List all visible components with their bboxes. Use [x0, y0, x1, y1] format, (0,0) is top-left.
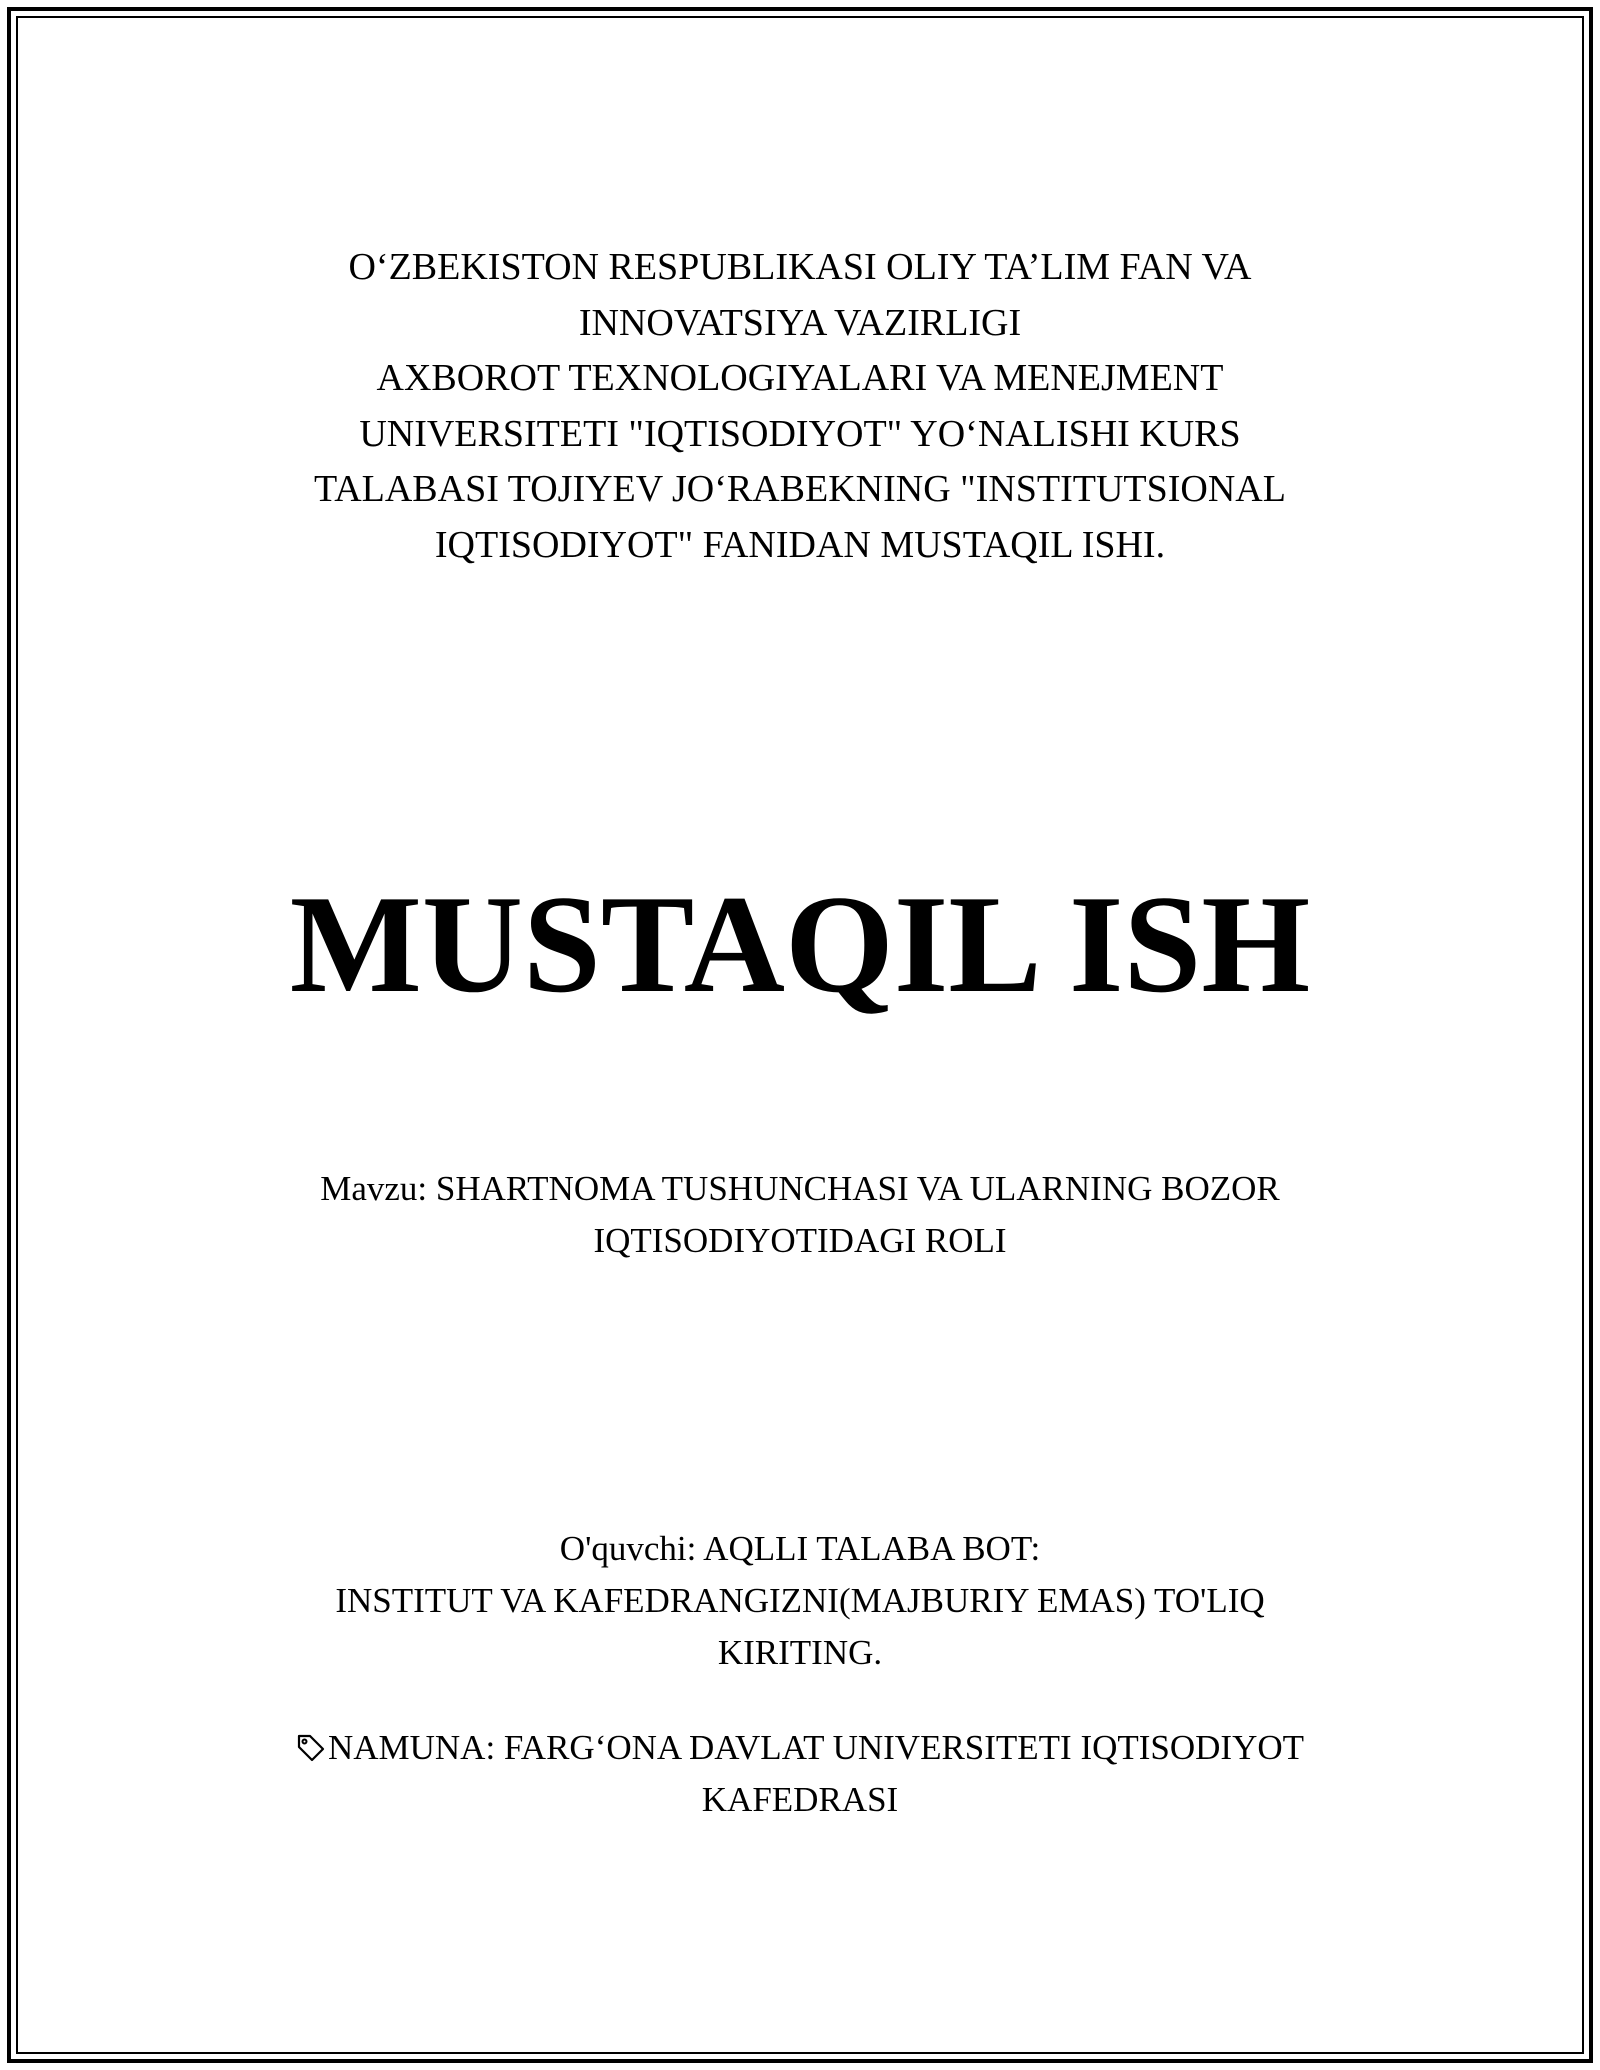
student-section — [0, 1523, 1600, 1679]
sample-line: NAMUNA: FARG‘ONA DAVLAT UNIVERSITETI IQTISODIYOT — [327, 1728, 1305, 1767]
header-line: INNOVATSIYA VAZIRLIGI — [578, 301, 1022, 344]
sample-line-1 — [0, 1722, 1600, 1774]
header-line: AXBOROT TEXNOLOGIYALARI VA MENEJMENT — [376, 357, 1224, 399]
sample-section — [0, 1722, 1600, 1826]
student-line: INSTITUT VA KAFEDRANGIZNI(MAJBURIY EMAS) TO'LIQ — [335, 1581, 1265, 1620]
sample-line: KAFEDRASI — [701, 1780, 899, 1819]
topic-line: Mavzu: SHARTNOMA TUSHUNCHASI VA ULARNING BOZOR — [320, 1169, 1280, 1208]
header-line: UNIVERSITETI "IQTISODIYOT" YO‘NALISHI KURS — [359, 412, 1241, 455]
student-line: KIRITING. — [717, 1633, 883, 1672]
document-title — [0, 860, 1600, 1030]
header-line: IQTISODIYOT" FANIDAN MUSTAQIL ISHI. — [434, 523, 1166, 566]
student-line: O'quvchi: AQLLI TALABA BOT: — [559, 1529, 1041, 1568]
topic-section — [0, 1163, 1600, 1267]
title-text: MUSTAQIL ISH — [289, 867, 1311, 1022]
header-line: TALABASI TOJIYEV JO‘RABEKNING "INSTITUTSIONAL — [314, 468, 1286, 510]
tag-icon — [296, 1732, 326, 1762]
topic-line: IQTISODIYOTIDAGI ROLI — [593, 1221, 1007, 1260]
header-line: O‘ZBEKISTON RESPUBLIKASI OLIY TA’LIM FAN VA — [348, 246, 1252, 288]
institution-header — [0, 240, 1600, 573]
